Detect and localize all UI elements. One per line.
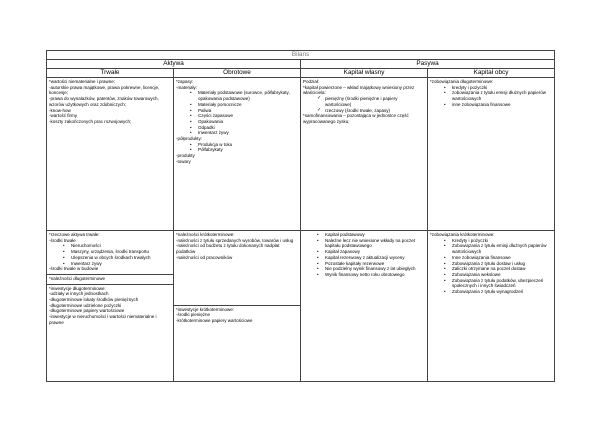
short-term-liabilities-list <box>430 238 552 295</box>
cell-kapital-obcy-long-term <box>428 78 555 231</box>
balance-sheet-table <box>46 50 555 382</box>
cell-trwale-intangibles <box>47 78 174 231</box>
materials-list <box>176 90 298 136</box>
long-term-investments-box <box>47 284 173 326</box>
cell-obrotowe-inventory <box>174 78 301 231</box>
text-line: *należności krótkoterminowe: <box>176 232 235 237</box>
text-line: *należności długoterminowe <box>49 275 106 281</box>
text-line: -wartość firmy <box>49 113 77 119</box>
text-line: *kapitał powierzone – wkład majątkowy wniesiony przez właściciela: <box>303 84 415 96</box>
cell-obrotowe-receivables <box>174 231 301 382</box>
list-item: • Materiały pomocnicze <box>198 102 298 108</box>
list-item: • Wynik finansowy netto roku obrotowego <box>325 272 425 278</box>
text-line: *rzeczowe aktywa trwałe: <box>49 232 100 237</box>
check-item: ✓ rzeczowy (środki trwałe, zapasy) <box>325 108 425 114</box>
text-line: -długoterminowe papiery wartościowe <box>49 308 125 314</box>
list-item: • Inwentarz żywy <box>71 261 171 267</box>
cell-kapital-wlasny-structure <box>301 78 428 231</box>
sheet-title: Bilans <box>47 51 555 60</box>
list-item: • Paliwa <box>198 108 298 114</box>
text-line: -know-how <box>49 107 71 113</box>
list-item: • Kapitał rezerwowy z aktualizacji wyceny <box>325 255 425 261</box>
list-item: • Zobowiązania z tytułu dostaw i usług <box>452 261 552 267</box>
text-line: Podział: <box>303 79 320 84</box>
list-item: • Nieruchomości <box>71 243 171 249</box>
text-line: -środki trwałe w budowie <box>49 266 99 272</box>
short-term-investments-box <box>174 305 300 324</box>
text-line: -należności od budżetu z tytułu dokonanych nadpłat podatków <box>176 243 280 255</box>
list-item: • Produkcja w toku <box>198 142 298 148</box>
text-line: -długoterminowe lokaty środków pieniężnych <box>49 297 139 303</box>
column-header-kapital-obcy: Kapitał obcy <box>428 69 555 78</box>
text-line: -produkty <box>176 153 195 159</box>
list-item: • Części zapasowe <box>198 113 298 119</box>
list-item: • kredyty i pożyczki <box>452 85 552 91</box>
contribution-checklist <box>303 96 425 113</box>
text-line: *zobowiązania długoterminowe: <box>430 79 494 84</box>
equity-items-list <box>303 232 425 278</box>
list-item: • Inne zobowiązania finansowe <box>452 255 552 261</box>
header-aktywa: Aktywa <box>47 60 301 69</box>
text-line: *inwestycje długoterminowe: <box>49 285 106 291</box>
fixed-assets-list <box>49 243 171 266</box>
list-item: • Kredyty i pożyczki <box>452 238 552 244</box>
list-item: • Opakowania <box>198 119 298 125</box>
check-item: ✓ pieniężny (środki pieniężne i papiery wartościowe) <box>325 96 425 107</box>
text-line: *zapasy: <box>176 79 194 84</box>
list-item: • Zobowiązania z tytułu emisji dłużnych papierów wartościowych <box>452 243 552 254</box>
text-line: -należności od pracowników <box>176 254 233 260</box>
header-pasywa: Pasywa <box>301 60 555 69</box>
list-item: • zobowiązania z tytułu emisji dłużnych papierów wartościowych <box>452 90 552 101</box>
list-item: • Zobowiązania z tytułu wynagrodzeń <box>452 289 552 295</box>
cell-trwale-tangibles <box>47 231 174 382</box>
text-line: -należności z tytułu sprzedanych wyrobów, towarów i usług <box>176 237 294 243</box>
cell-kapital-wlasny-items <box>301 231 428 382</box>
text-line: -długoterminowe udzielone pożyczki <box>49 302 122 308</box>
text-line: *zobowiązania krótkoterminowe: <box>430 232 495 237</box>
list-item: • Nie podzielny wynik finansowy z lat ubiegłych <box>325 266 425 272</box>
text-line: *samofinansowania – pozostająca w jednostce część wypracowanego zysku; <box>303 113 409 124</box>
text-line: -udziały w innych jednostkach <box>49 291 109 297</box>
list-item: • inne zobowiązania finansowe <box>452 102 552 108</box>
list-item: • Odpadki <box>198 125 298 131</box>
text-line: -krótkoterminowe papiery wartościowe <box>176 317 253 323</box>
list-item: • Pozostałe kapitały rezerwowe <box>325 261 425 267</box>
list-item: • Zobowiązania z tytułu podatków, ubezpieczeń społecznych i innych świadczeń <box>452 278 552 289</box>
list-item: • Ulepszenia w obcych środkach trwałych <box>71 255 171 261</box>
list-item: • Zobowiązania wekslowe <box>452 272 552 278</box>
text-line: -koszty zakończonych prac rozwojowych; <box>49 118 132 124</box>
text-line: -półprodukty: <box>176 136 203 142</box>
list-item: • Należne lecz nie wniesione wkłady na poczet kapitału podstawowego <box>325 238 425 249</box>
list-item: • Inwentarz żywy <box>198 130 298 136</box>
list-item: • Półfabrykaty <box>198 147 298 153</box>
text-line: -środki pieniężne <box>176 312 211 318</box>
list-item: • Materiały podstawowe (surowce, półfabrykaty, opakowania podstawowe) <box>198 90 298 101</box>
text-line: *inwestycje krótkoterminowe: <box>176 306 235 312</box>
long-term-liabilities-list <box>430 85 552 108</box>
text-line: -prawa do wynalazków, patentów, znaków towarowych, wzorów użytkowych oraz zdobniczych; <box>49 96 159 107</box>
text-line: -inwestycje w nieruchomości i wartości niematerialne i prawne <box>49 314 157 325</box>
text-line: -autorskie prawa majątkowe, prawa pokrewne, licencje, koncesje; <box>49 84 160 96</box>
text-line: *wartości niematerialne i prawne: <box>49 79 116 84</box>
column-header-trwale: Trwałe <box>47 69 174 78</box>
list-item: • Kapitał podstawowy <box>325 232 425 238</box>
column-header-obrotowe: Obrotowe <box>174 69 301 78</box>
text-line: -środki trwałe <box>49 237 76 243</box>
column-header-kapital-wlasny: Kapitał własny <box>301 69 428 78</box>
text-line: -towary <box>176 158 191 164</box>
semiproducts-list <box>176 142 298 153</box>
list-item: • Kapitał zapasowy <box>325 249 425 255</box>
cell-kapital-obcy-short-term <box>428 231 555 382</box>
list-item: • Maszyny, urządzenia, środki transportu <box>71 249 171 255</box>
text-line: -materiały: <box>176 84 198 90</box>
list-item: • Zaliczki otrzymane na poczet dostaw <box>452 266 552 272</box>
long-term-receivables-box <box>47 274 173 282</box>
